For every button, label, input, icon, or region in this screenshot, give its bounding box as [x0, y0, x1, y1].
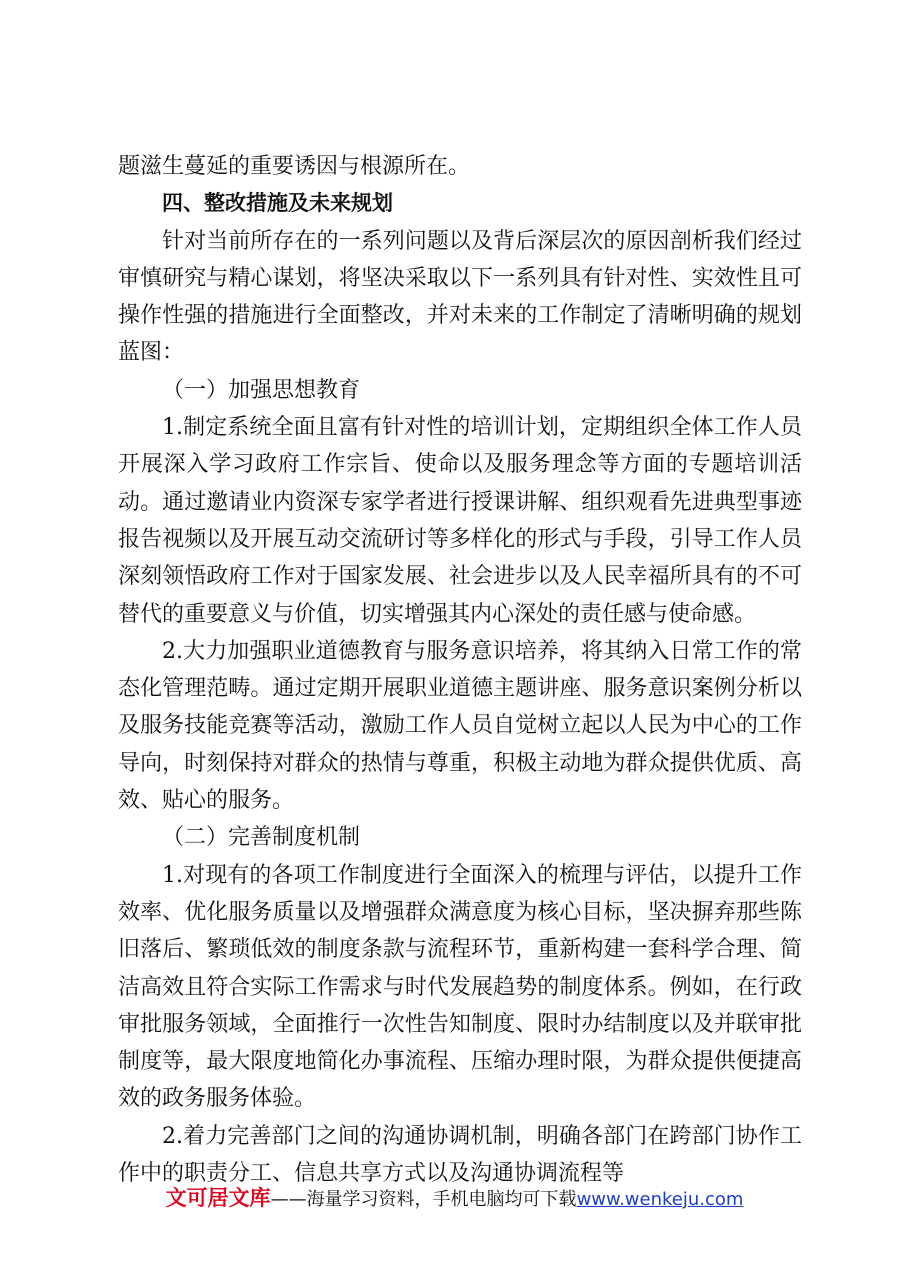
paragraph-item: 1.对现有的各项工作制度进行全面深入的梳理与评估，以提升工作效率、优化服务质量以及增强群众满意度为核心目标，坚决摒弃那些陈旧落后、繁琐低效的制度条款与流程环节，重新构建一套科学合理、简洁高效且符合实际工作需求与时代发展趋势的制度体系。例如，在行政审批服务领域，全面推行一次性告知制度、限时办结制度以及并联审批制度等，最大限度地简化办事流程、压缩办理时限，为群众提供便捷高效的政务服务体验。	[118, 862, 802, 1112]
subsection-heading-1: （一）加强思想教育	[162, 377, 361, 403]
paragraph-item: 2.着力完善部门之间的沟通协调机制，明确各部门在跨部门协作工作中的职责分工、信息共享方式以及沟通协调流程等	[118, 1123, 802, 1187]
footer-link[interactable]: www.wenkeju.com	[576, 1189, 744, 1210]
paragraph-item: 2.大力加强职业道德教育与服务意识培养，将其纳入日常工作的常态化管理范畴。通过定期开展职业道德主题讲座、服务意识案例分析以及服务技能竞赛等活动，激励工作人员自觉树立起以人民为中心的工作导向，时刻保持对群众的热情与尊重，积极主动地为群众提供优质、高效、贴心的服务。	[118, 638, 802, 814]
document-body	[118, 148, 802, 1192]
footer-brand: 文可居文库	[165, 1186, 271, 1210]
section-heading-4: 四、整改措施及未来规划	[162, 191, 393, 216]
paragraph-intro: 针对当前所存在的一系列问题以及背后深层次的原因剖析我们经过审慎研究与精心谋划，将坚决采取以下一系列具有针对性、实效性且可操作性强的措施进行全面整改，并对未来的工作制定了清晰明确的规划蓝图：	[118, 228, 802, 366]
footer-banner	[0, 1182, 909, 1212]
paragraph-item: 1.制定系统全面且富有针对性的培训计划，定期组织全体工作人员开展深入学习政府工作宗旨、使命以及服务理念等方面的专题培训活动。通过邀请业内资深专家学者进行授课讲解、组织观看先进典型事迹报告视频以及开展互动交流研讨等多样化的形式与手段，引导工作人员深刻领悟政府工作对于国家发展、社会进步以及人民幸福所具有的不可替代的重要意义与价值，切实增强其内心深处的责任感与使命感。	[118, 415, 802, 627]
subsection-heading-2: （二）完善制度机制	[162, 825, 361, 851]
footer-slogan: ——海量学习资料，手机电脑均可下载	[270, 1189, 577, 1210]
paragraph-continuation: 题滋生蔓延的重要诱因与根源所在。	[118, 154, 471, 179]
